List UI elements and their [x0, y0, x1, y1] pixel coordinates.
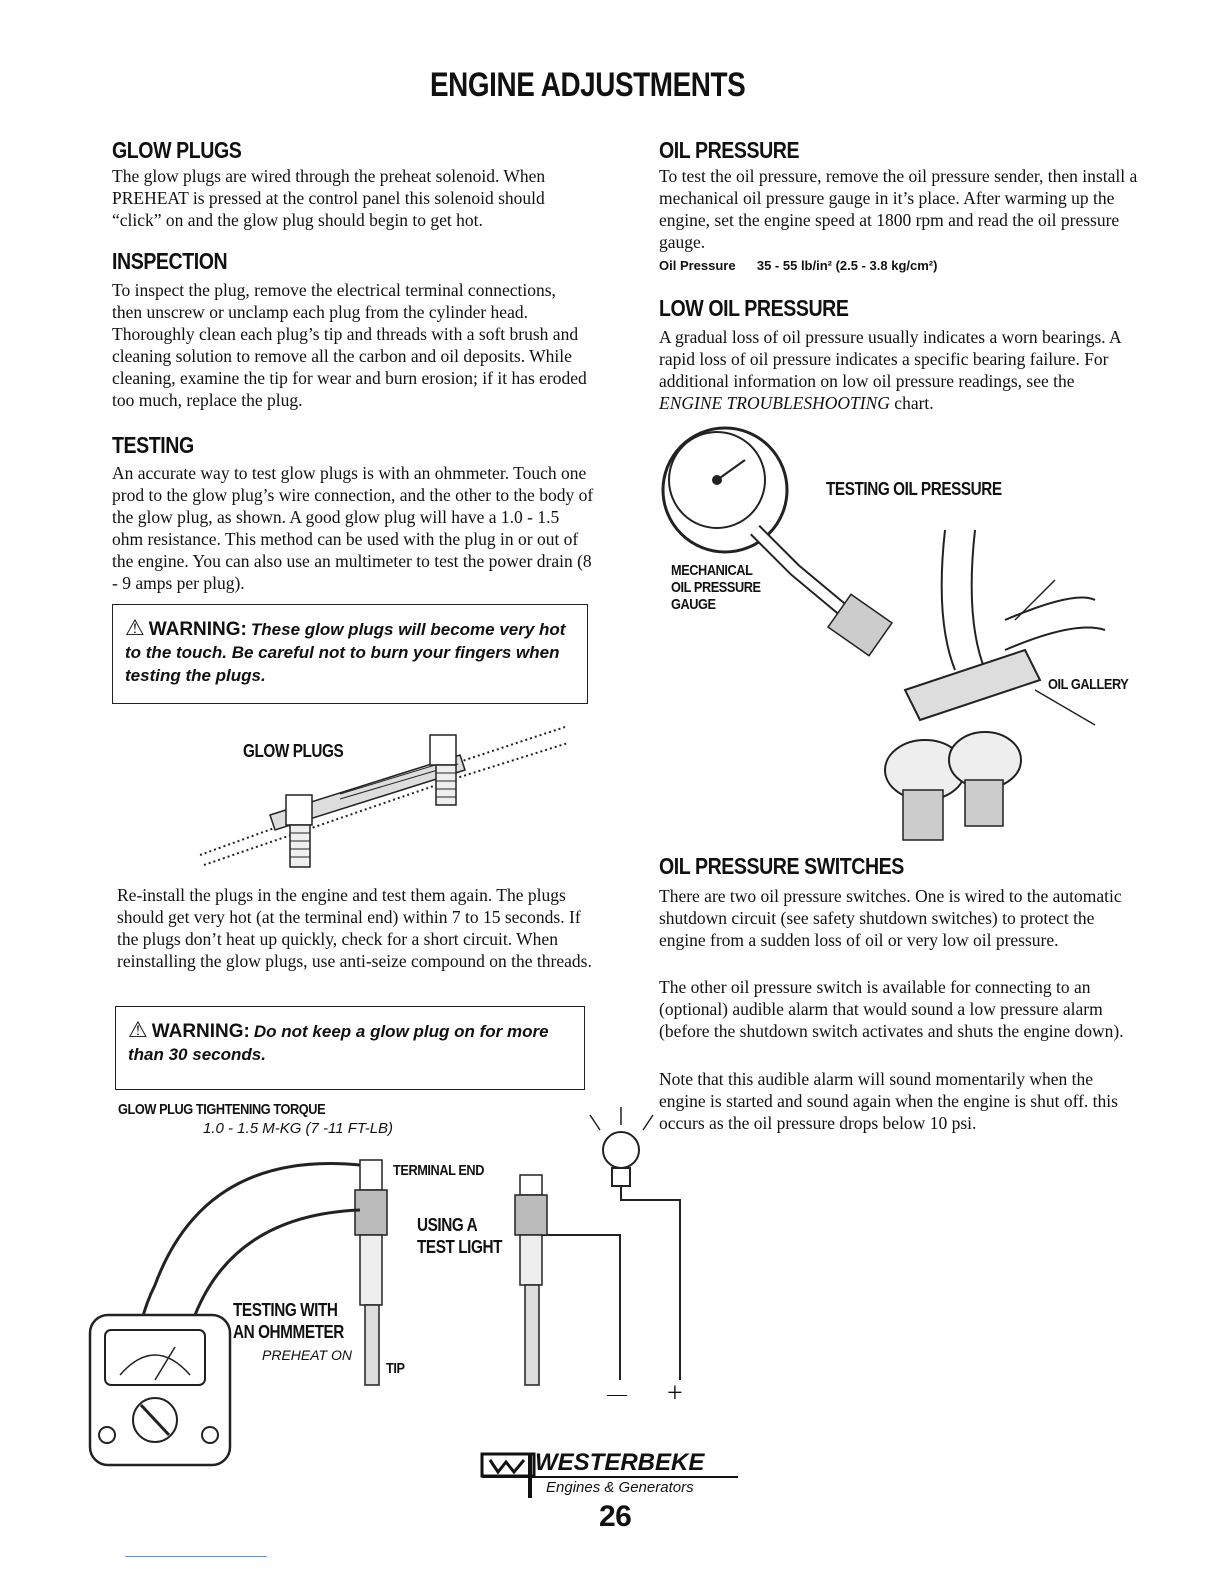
glow-plugs-illustration [190, 715, 570, 875]
using-test-light-label-2: TEST LIGHT [417, 1237, 502, 1257]
warning-icon: ⚠ [125, 615, 145, 640]
warning-box-30-seconds [115, 1006, 585, 1090]
gauge-label-1: MECHANICAL [671, 562, 753, 579]
terminal-end-label: TERMINAL END [393, 1162, 485, 1179]
warning-label: WARNING: [151, 1021, 250, 1042]
switches-text-1: There are two oil pressure switches. One is wired to the automatic shutdown circuit (see safety shutdown switches) to protect the engine from a sudden loss of oil or very low oil pressure. [659, 886, 1122, 950]
warning-icon: ⚠ [128, 1017, 148, 1042]
glow-plugs-figure-label: GLOW PLUGS [243, 741, 344, 761]
testing-ohmmeter-label-2: AN OHMMETER [233, 1322, 344, 1342]
testing-oil-pressure-label: TESTING OIL PRESSURE [826, 479, 1002, 499]
testing-ohmmeter-label-1: TESTING WITH [233, 1300, 338, 1320]
gauge-label-3: GAUGE [671, 596, 716, 613]
inspection-heading: INSPECTION [112, 248, 228, 274]
low-oil-text-2: chart. [894, 393, 934, 413]
oil-pressure-text: To test the oil pressure, remove the oil pressure sender, then install a mechanical oil pressure gauge in it’s place. After warming up the engine, set the engine speed at 1800 rpm and read the oil pressure gauge. [659, 166, 1138, 252]
warning-text: Do not keep a glow plug on for more than 30 seconds. [128, 1022, 549, 1064]
using-test-light-label-1: USING A [417, 1215, 478, 1235]
warning-box-hot-plugs [112, 604, 588, 704]
glow-plugs-heading: GLOW PLUGS [112, 137, 242, 163]
minus-terminal: — [607, 1383, 627, 1405]
testing-text: An accurate way to test glow plugs is with an ohmmeter. Touch one prod to the glow plug’s wire connection, and the other to the body of the glow plug, as shown. A good glow plug will have a 1.0 - 1.5 ohm resistance. This method can be used with the plug in or out of the engine. You can also use an multimeter to test the power drain (8 - 9 amps per plug). [112, 463, 594, 593]
tip-label: TIP [386, 1360, 405, 1377]
ohmmeter-test-light-illustration [85, 1085, 705, 1485]
oil-pressure-switches-heading: OIL PRESSURE SWITCHES [659, 853, 904, 879]
glow-plugs-text: The glow plugs are wired through the preheat solenoid. When PREHEAT is pressed at the control panel this solenoid should “click” on and the glow plug should begin to get hot. [112, 166, 546, 230]
brand-name: WESTERBEKE [535, 1449, 705, 1476]
troubleshooting-reference: ENGINE TROUBLESHOOTING [659, 393, 890, 413]
page-number: 26 [599, 1500, 632, 1533]
switches-text-3: Note that this audible alarm will sound momentarily when the engine is started and sound again when the engine is shut off. this occurs as the oil pressure drops below 10 psi. [659, 1069, 1118, 1133]
switches-text-2: The other oil pressure switch is available for connecting to an (optional) audible alarm that would sound a low pressure alarm (before the shutdown switch activates and shuts the engine down). [659, 977, 1124, 1041]
oil-pressure-spec-label: Oil Pressure [659, 258, 736, 273]
preheat-on-label: PREHEAT ON [262, 1347, 352, 1363]
plus-terminal: + [667, 1378, 683, 1409]
torque-value: 1.0 - 1.5 M-KG (7 -11 FT-LB) [203, 1120, 394, 1137]
low-oil-pressure-heading: LOW OIL PRESSURE [659, 295, 849, 321]
gauge-label-2: OIL PRESSURE [671, 579, 761, 596]
warning-text: These glow plugs will become very hot to the touch. Be careful not to burn your fingers when testing the plugs. [125, 620, 566, 685]
testing-heading: TESTING [112, 432, 194, 458]
oil-pressure-heading: OIL PRESSURE [659, 137, 800, 163]
low-oil-text-1: A gradual loss of oil pressure usually indicates a worn bearings. A rapid loss of oil pressure indicates a specific bearing failure. For additional information on low oil pressure readings, see the [659, 327, 1121, 391]
inspection-text: To inspect the plug, remove the electrical terminal connections, then unscrew or unclamp each plug from the cylinder head. Thoroughly clean each plug’s tip and threads with a soft brush and cleaning solution to remove all the carbon and oil deposits. While cleaning, examine the tip for wear and burn erosion; if it has eroded too much, replace the plug. [112, 280, 587, 410]
reinstall-text: Re-install the plugs in the engine and test them again. The plugs should get very hot (at the terminal end) within 7 to 15 seconds. If the plugs don’t heat up quickly, check for a short circuit. When reinstalling the glow plugs, use anti-seize compound on the threads. [117, 885, 592, 971]
oil-pressure-spec-value: 35 - 55 lb/in² (2.5 - 3.8 kg/cm²) [756, 258, 938, 273]
oil-pressure-spec [659, 258, 937, 273]
torque-label: GLOW PLUG TIGHTENING TORQUE [118, 1101, 326, 1118]
warning-label: WARNING: [148, 619, 247, 640]
low-oil-pressure-text [659, 326, 1129, 414]
brand-tagline: Engines & Generators [546, 1479, 694, 1496]
oil-gallery-label: OIL GALLERY [1048, 676, 1129, 693]
page-title: ENGINE ADJUSTMENTS [430, 66, 746, 104]
footer-rule [125, 1556, 267, 1557]
